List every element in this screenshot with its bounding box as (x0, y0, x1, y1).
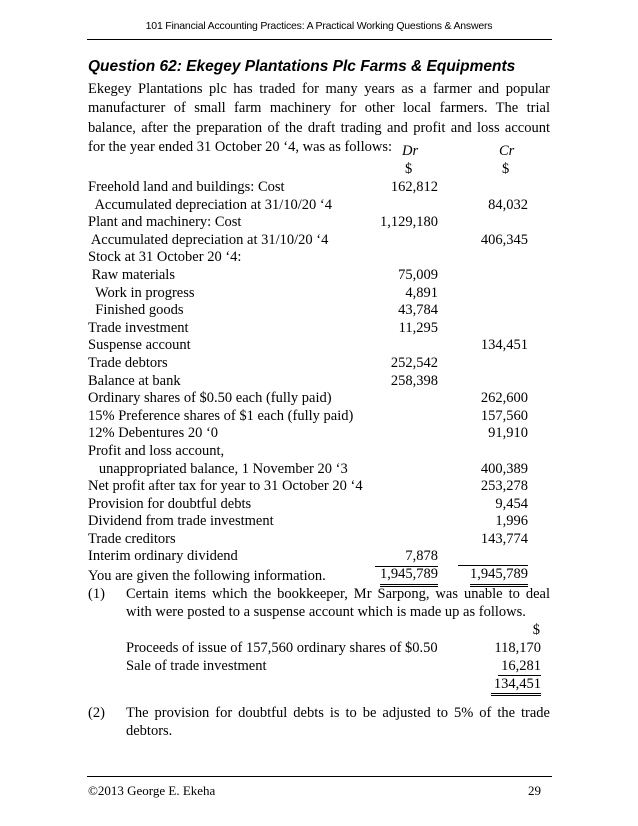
trial-balance-row (88, 320, 558, 338)
trial-balance-row (88, 373, 558, 391)
info-item-1 (88, 585, 550, 625)
item-line: Certain items which the bookkeeper, Mr Sarpong, was unable to deal (126, 586, 550, 602)
trial-balance-row (88, 214, 558, 232)
dr-amount: 4,891 (405, 284, 438, 301)
item-line: with were posted to a suspense account which is made up as follows. (126, 604, 526, 620)
suspense-total: 134,451 (491, 675, 541, 696)
item-line: The provision for doubtful debts is to be adjusted to 5% of the trade (126, 705, 550, 721)
row-label: unappropriated balance, 1 November 20 ‘3 (88, 460, 348, 477)
suspense-unit: $ (532, 622, 540, 638)
intro-line: for the year ended 31 October 20 ‘4, was as follows: (88, 138, 393, 155)
row-label: Interim ordinary dividend (88, 548, 238, 565)
intro-line: Ekegey Plantations plc has traded for many years as a farmer and popular (88, 81, 550, 97)
cr-amount: 400,389 (480, 460, 528, 477)
row-label: 12% Debentures 20 ‘0 (88, 425, 219, 442)
footer-rule (87, 776, 552, 777)
trial-balance-row (88, 197, 558, 215)
trial-balance-row (88, 408, 558, 426)
cr-amount: 406,345 (480, 231, 528, 248)
row-label: Plant and machinery: Cost (88, 214, 242, 231)
item-number: (1) (88, 586, 105, 602)
row-label: Trade investment (88, 319, 189, 336)
row-label: Ordinary shares of $0.50 each (fully paid) (88, 390, 332, 407)
trial-balance-row (88, 355, 558, 373)
row-label: Accumulated depreciation at 31/10/20 ‘4 (88, 196, 333, 213)
row-label: Net profit after tax for year to 31 October 20 ‘4 (88, 478, 363, 495)
suspense-entry (126, 657, 546, 675)
cr-amount: 134,451 (480, 337, 528, 354)
trial-balance-row (88, 267, 558, 285)
suspense-entry-label: Proceeds of issue of 157,560 ordinary shares of $0.50 (126, 640, 438, 656)
dr-amount: 162,812 (390, 179, 438, 195)
info-item-2 (88, 704, 550, 744)
trial-balance-row (88, 548, 558, 566)
dr-amount: 75,009 (398, 266, 438, 283)
row-label: Profit and loss account, (88, 442, 225, 459)
row-label: Accumulated depreciation at 31/10/20 ‘4 (88, 231, 329, 248)
trial-balance-row (88, 478, 558, 496)
cr-amount: 9,454 (495, 495, 528, 512)
row-label: Balance at bank (88, 372, 181, 389)
dr-amount: 11,295 (398, 319, 438, 336)
trial-balance-row (88, 232, 558, 250)
row-label: Trade debtors (88, 354, 168, 371)
row-label: Stock at 31 October 20 ‘4: (88, 249, 242, 266)
item-number: (2) (88, 705, 105, 721)
dr-column-header: Dr (402, 143, 419, 159)
trial-balance-row (88, 513, 558, 531)
item-text (126, 704, 550, 740)
page-number: 29 (528, 783, 541, 798)
dr-total: 1,945,789 (380, 566, 438, 587)
dr-amount: 7,878 (375, 548, 438, 567)
header-rule (87, 39, 552, 40)
dr-currency-unit: $ (405, 161, 413, 177)
dr-amount: 1,129,180 (380, 214, 438, 231)
trial-balance (88, 179, 558, 588)
dr-amount: 258,398 (390, 372, 438, 389)
item-line: debtors. (126, 723, 173, 739)
row-label: Trade creditors (88, 530, 176, 547)
cr-amount: 84,032 (488, 196, 528, 213)
dr-amount: 43,784 (398, 302, 438, 319)
question-title: Question 62: Ekegey Plantations Plc Farms & Equipments (88, 58, 516, 75)
cr-amount: 143,774 (480, 530, 528, 547)
cr-column-header: Cr (499, 143, 515, 159)
cr-amount: 157,560 (480, 407, 528, 424)
info-intro: You are given the following information. (88, 568, 326, 584)
cr-amount: 253,278 (480, 478, 528, 495)
row-label: Finished goods (88, 302, 184, 319)
trial-balance-row (88, 249, 558, 267)
cr-total: 1,945,789 (470, 566, 528, 587)
trial-balance-row (88, 285, 558, 303)
running-header: 101 Financial Accounting Practices: A Practical Working Questions & Answers (145, 20, 493, 32)
trial-balance-row (88, 531, 558, 549)
trial-balance-row (88, 425, 558, 443)
cr-amount: 262,600 (480, 390, 528, 407)
trial-balance-row (88, 390, 558, 408)
intro-line: manufacturer of small farm machinery for other local farmers. The trial (88, 100, 550, 117)
dr-amount: 252,542 (390, 354, 438, 371)
trial-balance-row (88, 179, 558, 197)
trial-balance-row (88, 461, 558, 479)
footer-copyright: ©2013 George E. Ekeha (88, 783, 216, 798)
row-label: Raw materials (88, 266, 175, 283)
suspense-entry-label: Sale of trade investment (126, 658, 267, 674)
row-label: Dividend from trade investment (88, 513, 274, 530)
suspense-entry-value: 16,281 (498, 657, 541, 676)
trial-balance-row (88, 337, 558, 355)
cr-amount (458, 548, 528, 566)
cr-amount: 91,910 (488, 425, 528, 442)
intro-line: balance, after the preparation of the draft trading and profit and loss account (88, 119, 550, 136)
item-text (126, 585, 550, 621)
row-label: Suspense account (88, 337, 191, 354)
row-label: Work in progress (88, 284, 195, 301)
trial-balance-row (88, 302, 558, 320)
row-label: Provision for doubtful debts (88, 495, 252, 512)
cr-amount: 1,996 (495, 513, 528, 530)
trial-balance-row (88, 443, 558, 461)
trial-balance-row (88, 496, 558, 514)
row-label: 15% Preference shares of $1 each (fully paid) (88, 407, 354, 424)
intro-paragraph (88, 80, 550, 157)
row-label: Freehold land and buildings: Cost (88, 179, 285, 195)
suspense-total-row (126, 675, 546, 695)
suspense-unit-row (126, 621, 546, 639)
suspense-entry-value: 118,170 (494, 640, 541, 656)
cr-currency-unit: $ (502, 161, 510, 177)
suspense-entry (126, 639, 546, 657)
